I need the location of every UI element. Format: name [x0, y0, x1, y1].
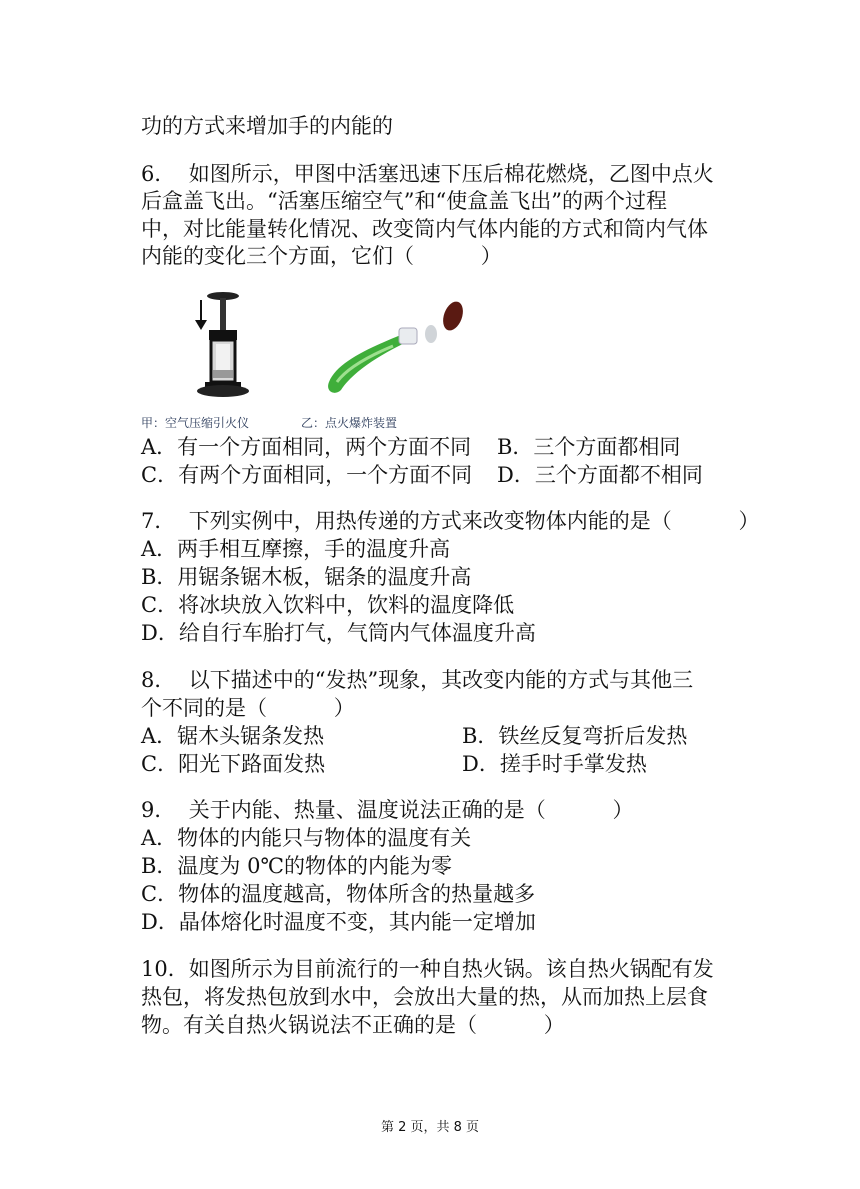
figure-caption-left: 甲：空气压缩引火仪 [141, 416, 250, 430]
q6-stem-line-2: 后盒盖飞出。“活塞压缩空气”和“使盒盖飞出”的两个过程 [141, 189, 667, 213]
q8-option-c: C．阳光下路面发热 [141, 752, 326, 776]
q6-option-b: B．三个方面都相同 [497, 435, 681, 459]
q8-stem-line-1: 8． 以下描述中的“发热”现象，其改变内能的方式与其他三 [141, 668, 694, 692]
q10-stem-line-3: 物。有关自热火锅说法不正确的是（ ） [141, 1013, 565, 1037]
q8-option-d: D．搓手时手掌发热 [462, 752, 647, 776]
q10-stem-line-1: 10．如图所示为目前流行的一种自热火锅。该自热火锅配有发 [141, 957, 714, 981]
figure-caption-right: 乙：点火爆炸装置 [301, 416, 398, 430]
q9-option-d: D．晶体熔化时温度不变，其内能一定增加 [141, 910, 536, 934]
q7-option-c: C．将冰块放入饮料中，饮料的温度降低 [141, 593, 515, 617]
intro-line: 功的方式来增加手的内能的 [141, 114, 393, 138]
page-footer: 第 2 页，共 8 页 [380, 1120, 480, 1135]
q6-option-a: A．有一个方面相同，两个方面不同 [141, 435, 472, 459]
q8-option-b: B．铁丝反复弯折后发热 [462, 724, 688, 748]
q6-option-c: C．有两个方面相同，一个方面不同 [141, 463, 473, 487]
ignition-explosion-device-image [328, 299, 467, 393]
q7-option-d: D．给自行车胎打气，气筒内气体温度升高 [141, 621, 536, 645]
q8-option-a: A．锯木头锯条发热 [141, 724, 325, 748]
q9-option-c: C．物体的温度越高，物体所含的热量越多 [141, 882, 536, 906]
q9-option-b: B．温度为 0℃的物体的内能为零 [141, 854, 452, 878]
q10-stem-line-2: 热包，将发热包放到水中，会放出大量的热，从而加热上层食 [141, 985, 708, 1009]
q9-option-a: A．物体的内能只与物体的温度有关 [141, 826, 472, 850]
q6-option-d: D．三个方面都不相同 [497, 463, 703, 487]
q7-stem: 7． 下列实例中，用热传递的方式来改变物体内能的是（ ） [141, 509, 760, 533]
air-compression-igniter-image [195, 292, 249, 397]
q6-stem-line-4: 内能的变化三个方面，它们（ ） [141, 244, 502, 268]
q6-stem-line-1: 6． 如图所示，甲图中活塞迅速下压后棉花燃烧，乙图中点火 [141, 162, 714, 186]
q6-stem-line-3: 中，对比能量转化情况、改变筒内气体内能的方式和筒内气体 [141, 217, 708, 241]
q7-option-b: B．用锯条锯木板，锯条的温度升高 [141, 565, 472, 589]
q6-figure [141, 290, 471, 435]
q8-stem-line-2: 个不同的是（ ） [141, 696, 355, 720]
q7-option-a: A．两手相互摩擦，手的温度升高 [141, 537, 451, 561]
q9-stem: 9． 关于内能、热量、温度说法正确的是（ ） [141, 798, 634, 822]
